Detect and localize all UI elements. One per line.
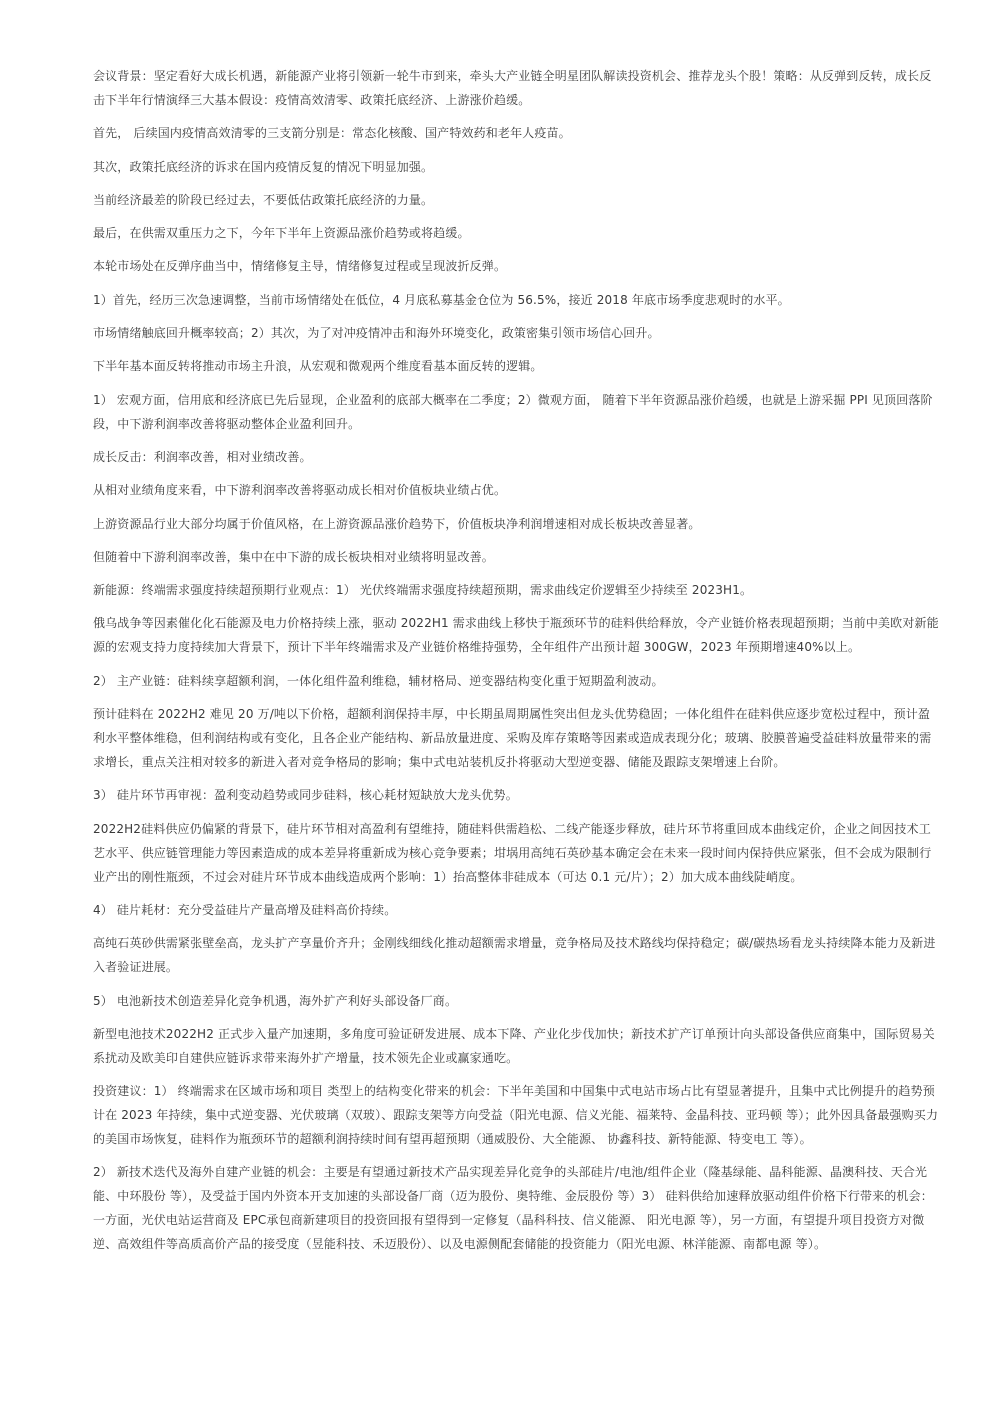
paragraph: 本轮市场处在反弹序曲当中，情绪修复主导，情绪修复过程或呈现波折反弹。 <box>93 259 507 274</box>
paragraph: 2） 主产业链：硅料续享超额利润，一体化组件盈利维稳，辅材格局、逆变器结构变化重于短期盈利波动。 <box>93 673 664 688</box>
paragraph: 最后，在供需双重压力之下，今年下半年上资源品涨价趋势或将趋缓。 <box>93 226 470 241</box>
paragraph: 其次，政策托底经济的诉求在国内疫情反复的情况下明显加强。 <box>93 159 434 174</box>
paragraph: 上游资源品行业大部分均属于价值风格，在上游资源品涨价趋势下，价值板块净利润增速相对成长板块改善显著。 <box>93 516 701 531</box>
paragraph-investment-advice: 投资建议：1） 终端需求在区域市场和项目 类型上的结构变化带来的机会：下半年美国和中国集中式电站市场占比有望显著提升，且集中式比例提升的趋势预计在 2023 年持续，集中式逆变器、光伏玻璃（双玻）、跟踪支架等方向受益（阳光电源、信义光能、福莱特、金晶科技、亚玛顿 等）；此外因具备最强购买力的美国市场恢复，硅料作为瓶颈环节的超额利润持续时间有望再超预期（通威股份、大全能源、 协鑫科技、新特能源、特变电工 等）。 <box>93 1084 939 1147</box>
paragraph: 新型电池技术2022H2 正式步入量产加速期，多角度可验证研发进展、成本下降、产业化步伐加快；新技术扩产订单预计向头部设备供应商集中，国际贸易关系扰动及欧美印自建供应链诉求带来海外扩产增量，技术领先企业或赢家通吃。 <box>93 1026 935 1065</box>
paragraph-new-energy: 新能源：终端需求强度持续超预期行业观点：1） 光伏终端需求强度持续超预期，需求曲线定价逻辑至少持续至 2023H1。 <box>93 583 753 598</box>
paragraph: 5） 电池新技术创造差异化竞争机遇，海外扩产利好头部设备厂商。 <box>93 993 458 1008</box>
paragraph: 1）首先，经历三次急速调整，当前市场情绪处在低位，4 月底私募基金仓位为 56.5%，接近 2018 年底市场季度悲观时的水平。 <box>93 292 790 307</box>
paragraph: 市场情绪触底回升概率较高；2）其次，为了对冲疫情冲击和海外环境变化，政策密集引领市场信心回升。 <box>93 326 660 341</box>
paragraph: 2） 新技术迭代及海外自建产业链的机会：主要是有望通过新技术产品实现差异化竞争的头部硅片/电池/组件企业（隆基绿能、晶科能源、晶澳科技、天合光能、中环股份 等），及受益于国内外资本开支加速的头部设备厂商（迈为股份、奥特维、金辰股份 等）3） 硅料供给加速释放驱动组件价格下行带来的机会：一方面，光伏电站运营商及 EPC承包商新建项目的投资回报有望得到一定修复（晶科科技、信义能源、 阳光电源 等），另一方面，有望提升项目投资方对微逆、高效组件等高质高价产品的接受度（昱能科技、禾迈股份）、以及电源侧配套储能的投资能力（阳光电源、林洋能源、南都电源 等）。 <box>93 1165 933 1252</box>
paragraph: 当前经济最差的阶段已经过去，不要低估政策托底经济的力量。 <box>93 192 434 207</box>
paragraph: 1） 宏观方面，信用底和经济底已先后显现，企业盈利的底部大概率在二季度；2）微观方面， 随着下半年资源品涨价趋缓，也就是上游采掘 PPI 见顶回落阶段，中下游利润率改善将驱动整体企业盈利回升。 <box>93 392 933 431</box>
paragraph: 3） 硅片环节再审视：盈利变动趋势或同步硅料，核心耗材短缺放大龙头优势。 <box>93 788 518 803</box>
paragraph: 首先， 后续国内疫情高效清零的三支箭分别是：常态化核酸、国产特效药和老年人疫苗。 <box>93 126 571 141</box>
paragraph: 2022H2硅料供应仍偏紧的背景下，硅片环节相对高盈利有望维持，随硅料供需趋松、二线产能逐步释放，硅片环节将重回成本曲线定价，企业之间因技术工艺水平、供应链管理能力等因素造成的成本差异将重新成为核心竞争要素；坩埚用高纯石英砂基本确定会在未来一段时间内保持供应紧张，但不会成为限制行业产出的刚性瓶颈，不过会对硅片环节成本曲线造成两个影响：1）抬高整体非硅成本（可达 0.1 元/片）；2）加大成本曲线陡峭度。 <box>93 821 932 884</box>
paragraph: 下半年基本面反转将推动市场主升浪，从宏观和微观两个维度看基本面反转的逻辑。 <box>93 359 543 374</box>
paragraph-meeting-background: 会议背景：坚定看好大成长机遇，新能源产业将引领新一轮牛市到来，牵头大产业链全明星团队解读投资机会、推荐龙头个股！策略：从反弹到反转，成长反击下半年行情演绎三大基本假设：疫情高效清零、政策托底经济、上游涨价趋缓。 <box>93 69 932 107</box>
paragraph: 4） 硅片耗材：充分受益硅片产量高增及硅料高价持续。 <box>93 902 397 917</box>
paragraph: 预计硅料在 2022H2 难见 20 万/吨以下价格，超额利润保持丰厚，中长期虽周期属性突出但龙头优势稳固；一体化组件在硅料供应逐步宽松过程中，预计盈利水平整体维稳，但利润结构或有变化，且各企业产能结构、新品放量进度、采购及库存策略等因素或造成表现分化；玻璃、胶膜普遍受益硅料放量带来的需求增长，重点关注相对较多的新进入者对竞争格局的影响；集中式电站装机反扑将驱动大型逆变器、储能及跟踪支架增速上台阶。 <box>93 707 932 770</box>
paragraph: 但随着中下游利润率改善，集中在中下游的成长板块相对业绩将明显改善。 <box>93 549 494 564</box>
paragraph: 从相对业绩角度来看，中下游利润率改善将驱动成长相对价值板块业绩占优。 <box>93 483 507 498</box>
paragraph: 成长反击：利润率改善，相对业绩改善。 <box>93 449 312 464</box>
paragraph: 俄乌战争等因素催化化石能源及电力价格持续上涨，驱动 2022H1 需求曲线上移快于瓶颈环节的硅料供给释放，令产业链价格表现超预期；当前中美欧对新能源的宏观支持力度持续加大背景下，预计下半年终端需求及产业链价格维持强势，全年组件产出预计超 300GW，2023 年预期增速40%以上。 <box>93 616 939 655</box>
paragraph: 高纯石英砂供需紧张壁垒高，龙头扩产享量价齐升；金刚线细线化推动超额需求增量，竞争格局及技术路线均保持稳定；碳/碳热场看龙头持续降本能力及新进入者验证进展。 <box>93 936 936 975</box>
